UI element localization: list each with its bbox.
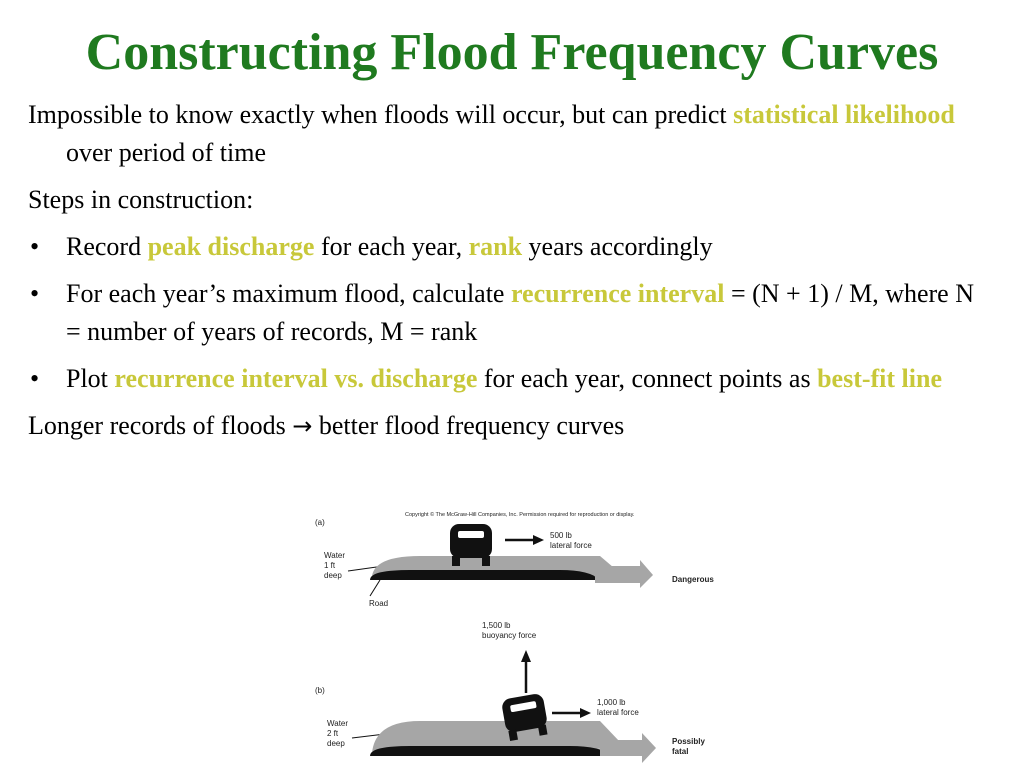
bullet-text: = (N + 1) / M, where N = number of years of records, M = rank — [66, 279, 974, 346]
steps-heading: Steps in construction: — [28, 185, 254, 214]
slide-body — [28, 96, 988, 454]
panel-b-outcome-line2: fatal — [672, 747, 689, 756]
slide-title: Constructing Flood Frequency Curves — [85, 24, 939, 81]
bullet-highlight: rank — [468, 232, 523, 261]
panel-b-buoyancy-line1: 1,500 lb — [482, 621, 511, 630]
panel-b-force-arrow-icon — [580, 708, 591, 718]
bullet-marker: • — [30, 232, 40, 261]
panel-a-road — [370, 570, 600, 580]
panel-b-label: (b) — [315, 686, 325, 695]
bullet-highlight: recurrence interval — [510, 279, 725, 308]
conclusion-text-2: better flood frequency curves — [312, 411, 625, 440]
panel-a-car-wheel — [452, 556, 460, 566]
panel-a-force-arrow-icon — [533, 535, 544, 545]
bullet-text: for each year, connect points as — [477, 364, 818, 393]
panel-a-water-line3: deep — [324, 571, 342, 580]
panel-a-label: (a) — [315, 518, 325, 527]
bullet-recurrence-interval — [28, 275, 988, 351]
bullet-text: Record — [66, 232, 148, 261]
right-arrow-icon: → — [292, 412, 313, 440]
intro-highlight: statistical likelihood — [733, 100, 955, 129]
panel-a-water-line2: 1 ft — [324, 561, 336, 570]
panel-a-outcome: Dangerous — [672, 575, 714, 584]
panel-b-water-line3: deep — [327, 739, 345, 748]
bullet-text: For each year’s maximum flood, calculate — [66, 279, 511, 308]
panel-b-force-line2: lateral force — [597, 708, 639, 717]
conclusion-paragraph — [28, 407, 988, 445]
bullet-highlight: recurrence interval vs. discharge — [114, 364, 478, 393]
figure-illustration — [300, 508, 740, 766]
panel-a-car-body — [450, 524, 492, 558]
panel-b-car-wheel — [508, 730, 518, 741]
panel-b-water-line2: 2 ft — [327, 729, 339, 738]
panel-b-buoyancy-arrow-icon — [521, 650, 531, 662]
bullet-plot — [28, 360, 988, 398]
panel-a-water-line1: Water — [324, 551, 346, 560]
bullet-marker: • — [30, 364, 40, 393]
panel-a-car-window — [458, 531, 484, 538]
panel-a-force-line2: lateral force — [550, 541, 592, 550]
panel-a-car-wheel — [482, 556, 490, 566]
bullet-marker: • — [30, 279, 40, 308]
intro-text-2: over period of time — [66, 138, 266, 167]
panel-b-road — [370, 746, 615, 756]
bullet-text: years accordingly — [522, 232, 713, 261]
panel-b-force-line1: 1,000 lb — [597, 698, 626, 707]
bullet-record-peak — [28, 228, 988, 266]
panel-b-water-line1: Water — [327, 719, 349, 728]
figure-copyright: Copyright © The McGraw-Hill Companies, Inc. Permission required for reproduction or display. — [405, 512, 635, 518]
conclusion-text-1: Longer records of floods — [28, 411, 293, 440]
vehicle-flood-figure — [300, 508, 740, 766]
bullet-text: Plot — [66, 364, 115, 393]
bullet-highlight: peak discharge — [147, 232, 315, 261]
panel-a-road-pointer — [370, 580, 380, 596]
intro-text-1: Impossible to know exactly when floods will occur, but can predict — [28, 100, 734, 129]
bullet-highlight: best-fit line — [817, 364, 942, 393]
panel-a-road-label: Road — [369, 599, 389, 608]
intro-paragraph — [28, 96, 988, 172]
panel-a-force-line1: 500 lb — [550, 531, 572, 540]
panel-b-car-wheel — [538, 725, 548, 736]
panel-b-outcome-line1: Possibly — [672, 737, 705, 746]
panel-b-buoyancy-line2: buoyancy force — [482, 631, 537, 640]
bullet-text: for each year, — [314, 232, 469, 261]
